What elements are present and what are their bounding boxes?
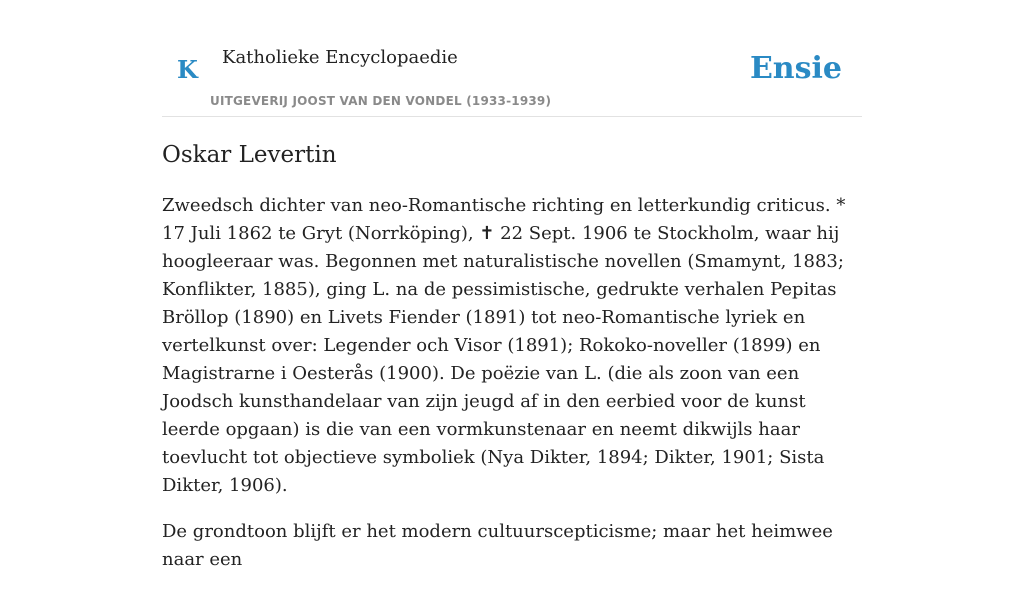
article-title: Oskar Levertin xyxy=(162,142,337,168)
article-body xyxy=(162,192,862,592)
article-paragraph: Zweedsch dichter van neo-Romantische richting en letterkundig criticus. * 17 Juli 1862 te Gryt (Norrköping), ✝ 22 Sept. 1906 te Stockholm, waar hij hoogleeraar was. Begonnen met naturalistische novellen (Smamynt, 1883; Konflikter, 1885), ging L. na de pessimistische, gedrukte verhalen Pepitas Bröllop (1890) en Livets Fiender (1891) tot neo-Romantische lyriek en vertelkunst over: Legender och Visor (1891); Rokoko-noveller (1899) en Magistrarne i Oesterås (1900). De poëzie van L. (die als zoon van een Joodsch kunsthandelaar van zijn jeugd af in den eerbied voor de kunst leerde opgaan) is die van een vormkunstenaar en neemt dikwijls haar toevlucht tot objectieve symboliek (Nya Dikter, 1894; Dikter, 1901; Sista Dikter, 1906). xyxy=(162,195,846,496)
brand-logo[interactable]: Ensie xyxy=(749,51,842,86)
site-logo[interactable]: K xyxy=(177,55,198,84)
article-paragraph: De grondtoon blijft er het modern cultuurscepticisme; maar het heimwee naar een xyxy=(162,521,833,570)
site-header xyxy=(162,0,862,117)
site-title[interactable]: Katholieke Encyclopaedie xyxy=(222,47,458,68)
publisher-label: UITGEVERIJ JOOST VAN DEN VONDEL (1933-1939) xyxy=(210,94,552,108)
